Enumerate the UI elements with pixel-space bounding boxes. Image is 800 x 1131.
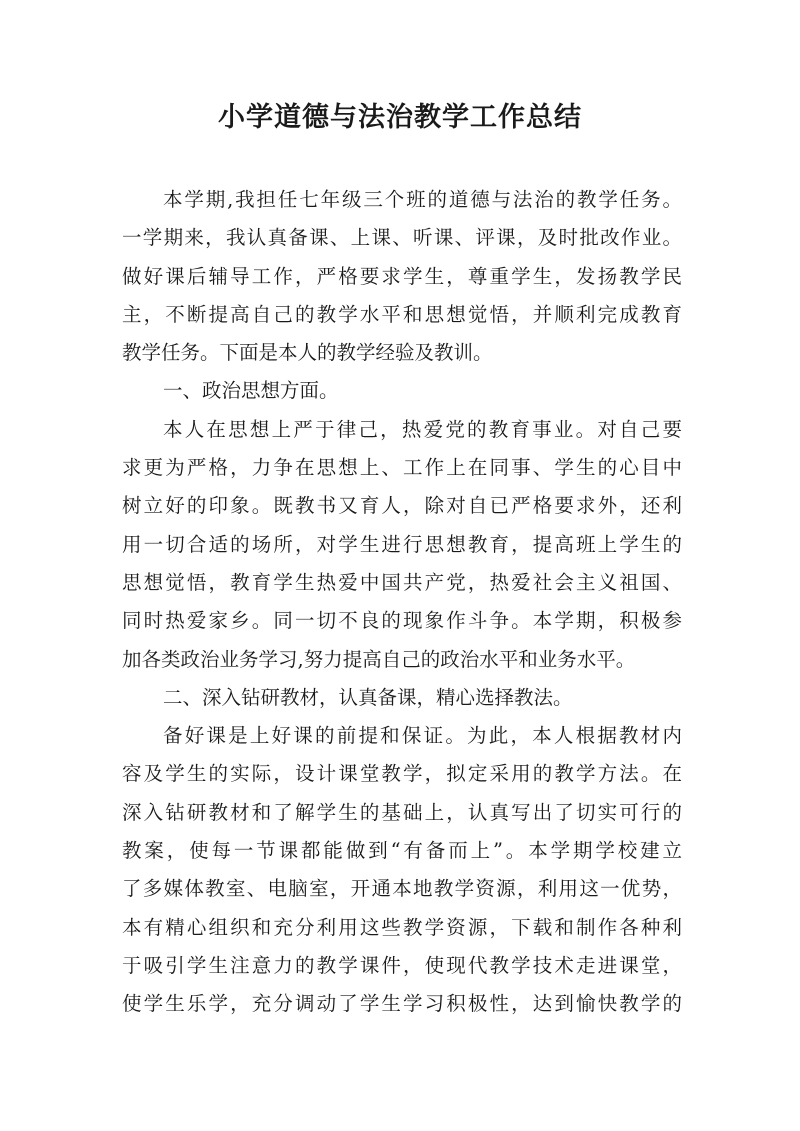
paragraph-line: 深入钻研教材和了解学生的基础上，认真写出了切实可行的 xyxy=(122,800,682,824)
paragraph-line: 本有精心组织和充分利用这些教学资源，下载和制作各种利 xyxy=(122,915,682,939)
paragraph-line: 主，不断提高自己的教学水平和思想觉悟，并顺利完成教育 xyxy=(122,302,682,326)
paragraph-line: 思想觉悟，教育学生热爱中国共产党，热爱社会主义祖国、 xyxy=(122,570,682,594)
paragraph-line: 求更为严格，力争在思想上、工作上在同事、学生的心目中 xyxy=(122,456,682,480)
document-body xyxy=(122,181,682,1024)
paragraph-line: 教学任务。下面是本人的教学经验及教训。 xyxy=(122,341,493,365)
paragraph-line: 一、政治思想方面。 xyxy=(163,379,339,403)
paragraph-line: 同时热爱家乡。同一切不良的现象作斗争。本学期，积极参 xyxy=(122,609,682,633)
paragraph-line: 了多媒体教室、电脑室，开通本地教学资源，利用这一优势， xyxy=(122,877,682,901)
paragraph-line: 本人在思想上严于律己，热爱党的教育事业。对自己要 xyxy=(163,417,682,441)
paragraph-line: 教案，使每一节课都能做到“有备而上”。本学期学校建立 xyxy=(122,839,682,863)
paragraph-line: 加各类政治业务学习,努力提高自己的政治水平和业务水平。 xyxy=(122,647,636,671)
paragraph-line: 树立好的印象。既教书又育人，除对自已严格要求外，还利 xyxy=(122,494,682,518)
paragraph-line: 一学期来，我认真备课、上课、听课、评课，及时批改作业。 xyxy=(122,226,682,250)
document-title: 小学道德与法治教学工作总结 xyxy=(218,102,582,133)
paragraph-line: 备好课是上好课的前提和保证。为此，本人根据教材内 xyxy=(163,724,682,748)
paragraph-line: 二、深入钻研教材，认真备课，精心选择教法。 xyxy=(163,685,573,709)
paragraph-line: 用一切合适的场所，对学生进行思想教育，提高班上学生的 xyxy=(122,532,682,556)
paragraph-line: 使学生乐学，充分调动了学生学习积极性，达到愉快教学的 xyxy=(122,992,682,1016)
paragraph-line: 本学期,我担任七年级三个班的道德与法治的教学任务。 xyxy=(163,188,682,211)
paragraph-line: 容及学生的实际，设计课堂教学，拟定采用的教学方法。在 xyxy=(122,762,682,786)
paragraph-line: 做好课后辅导工作，严格要求学生，尊重学生，发扬教学民 xyxy=(122,264,682,288)
paragraph-line: 于吸引学生注意力的教学课件，使现代教学技术走进课堂， xyxy=(122,953,682,977)
